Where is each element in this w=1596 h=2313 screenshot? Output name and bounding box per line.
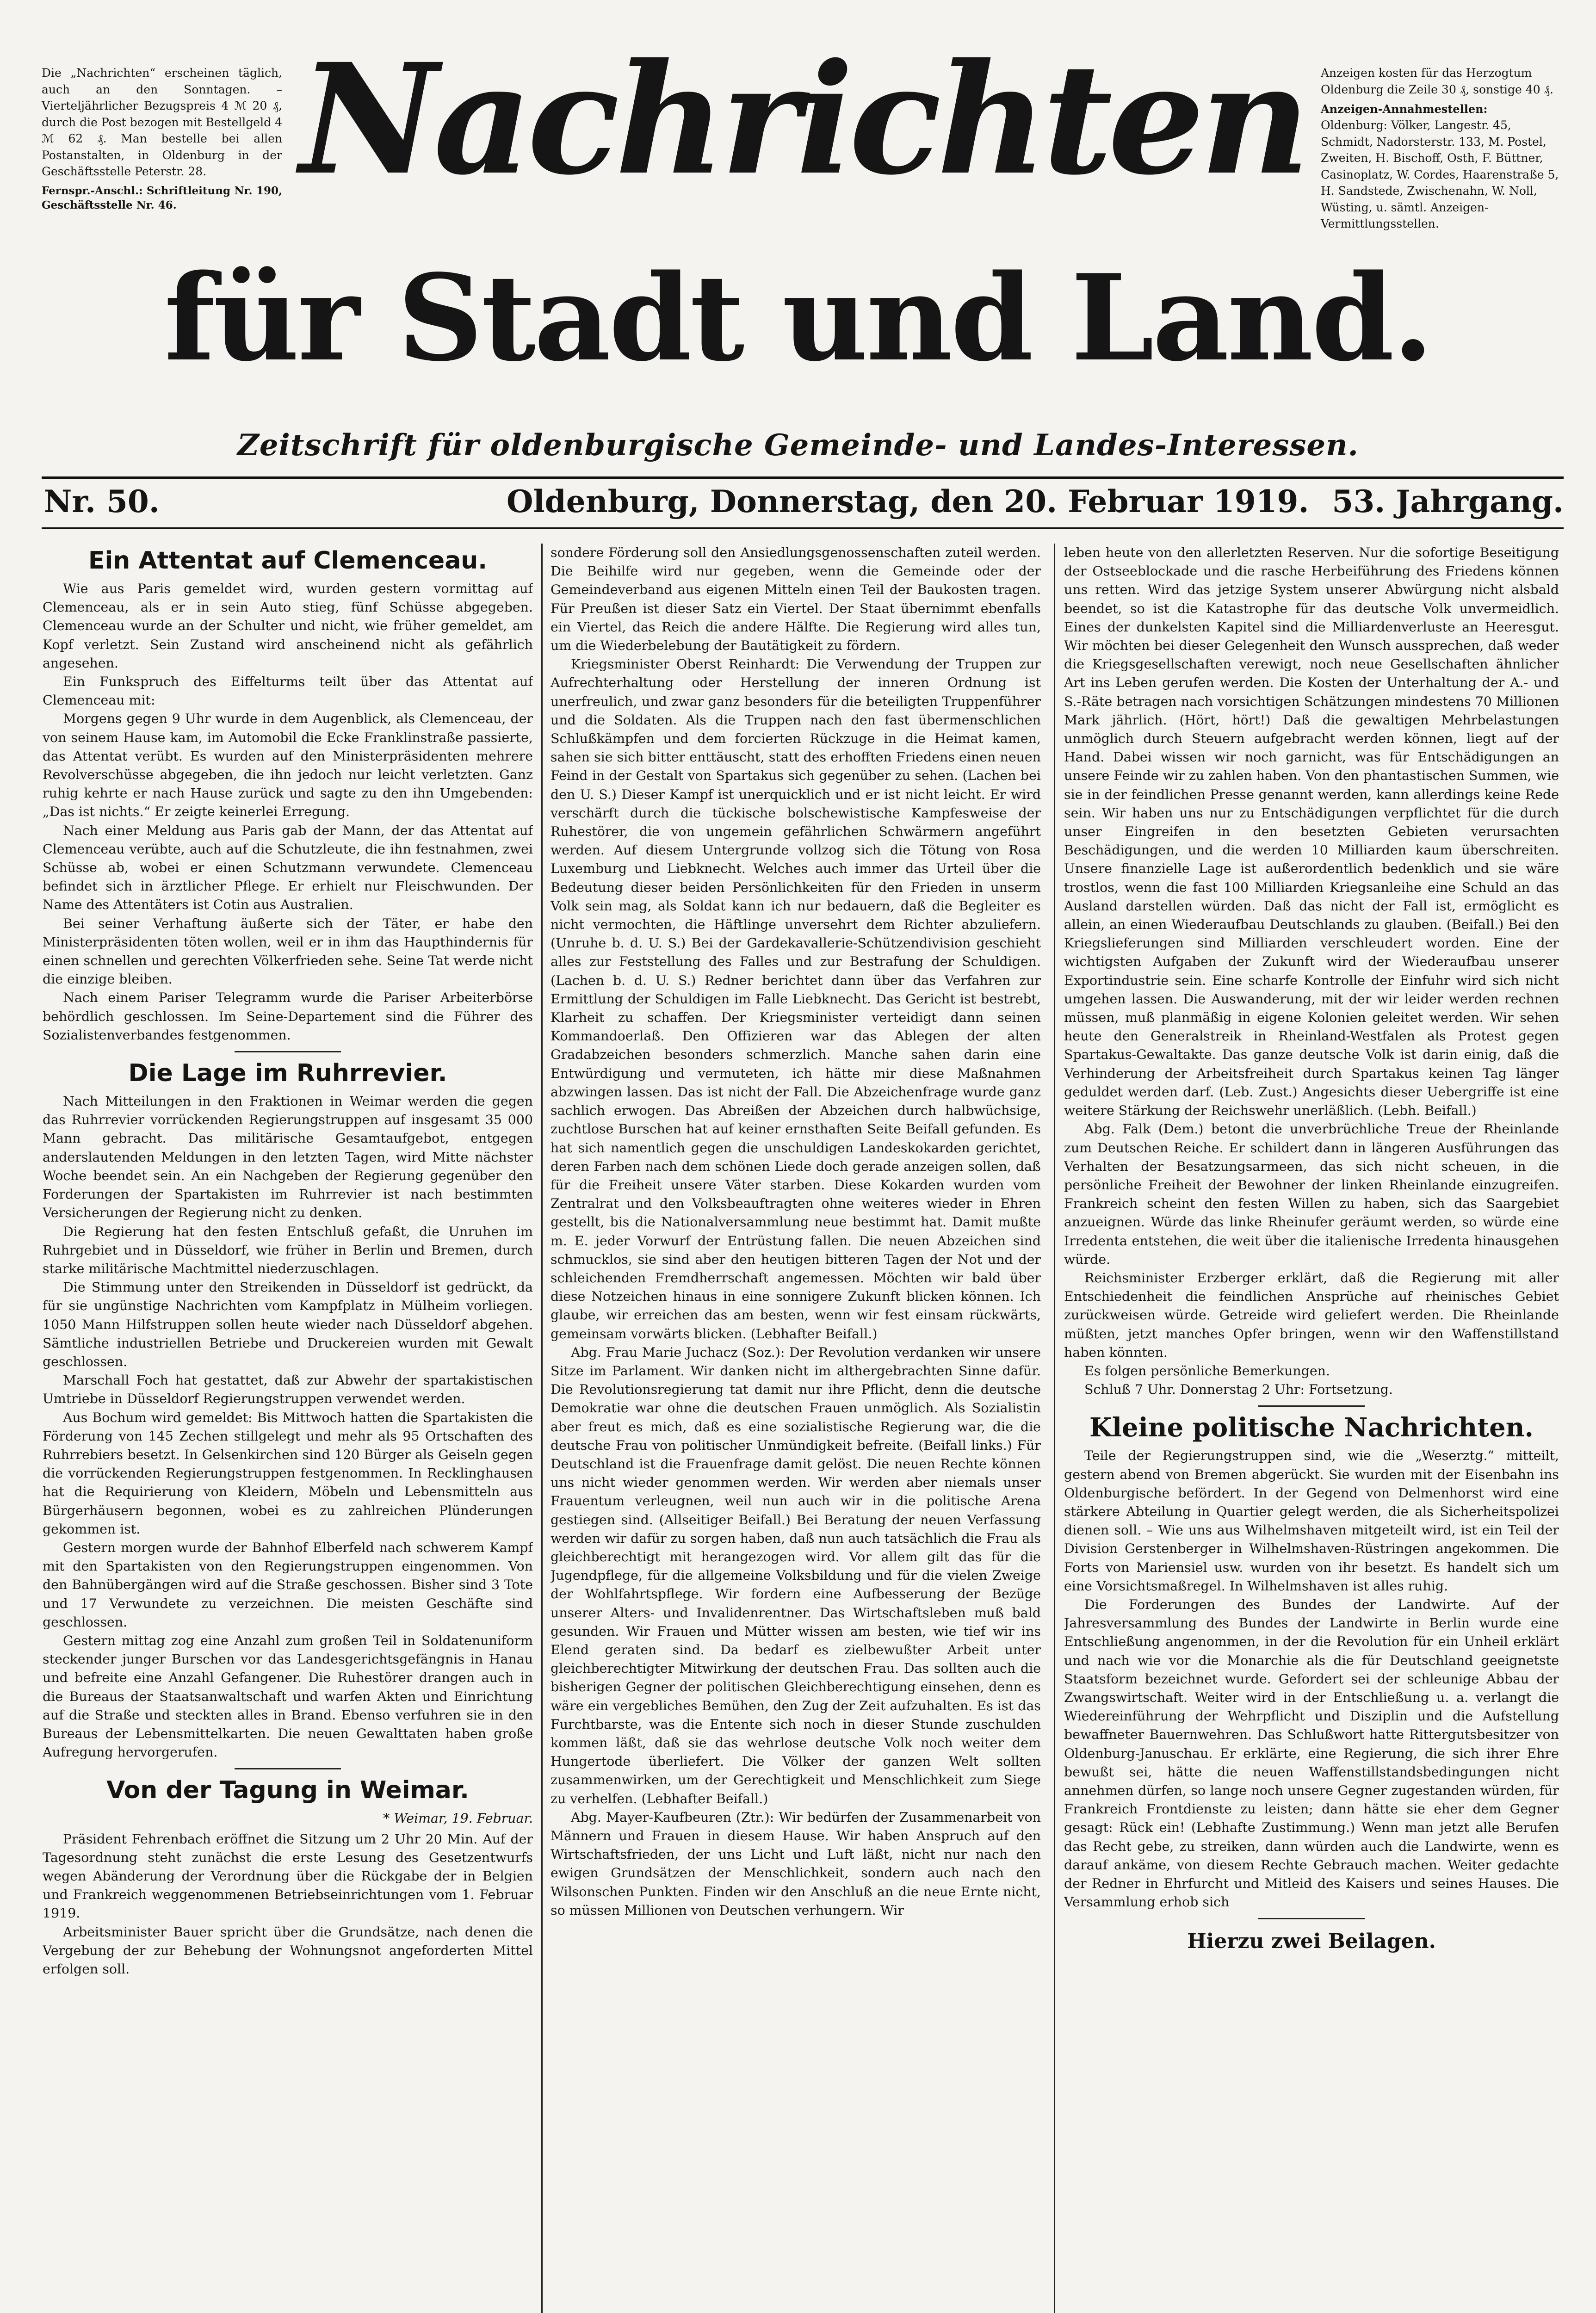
- article-paragraph: Nach einem Pariser Telegramm wurde die Pariser Arbeiterbörse behördlich geschlossen. Im Seine-Departement sind die Führer des Sozialistenverbandes festgenommen.: [43, 990, 533, 1043]
- section-divider: [235, 1051, 341, 1052]
- column-divider: [1054, 544, 1055, 2313]
- article-heading-ruhr: Die Lage im Ruhrrevier.: [128, 1059, 447, 1088]
- issue-volume: 53. Jahrgang.: [1332, 483, 1564, 519]
- masthead-rule-top: [42, 476, 1564, 479]
- article-paragraph: Bei seiner Verhaftung äußerte sich der Täter, er habe den Ministerpräsidenten töten wollen, weil er in ihm das Haupthindernis für einen schnellen und gerechten Völkerfrieden sehe. Seine Tat werde nicht die einzige bleiben.: [43, 915, 533, 987]
- article-paragraph: Präsident Fehrenbach eröffnet die Sitzung um 2 Uhr 20 Min. Auf der Tagesordnung steht zunächst die erste Lesung des Gesetzentwurfs wegen Abänderung der Verordnung über die Rückgabe der in Belgien und Frankreich weggenommenen Betriebseinrichtungen vom 1. Februar 1919.: [43, 1831, 533, 1921]
- article-paragraph: Abg. Frau Marie Juchacz (Soz.): Der Revolution verdanken wir unsere Sitze im Parlament. Wir danken nicht im althergebrachten Sinne dafür. Die Revolutionsregierung tat damit nur ihre Pflicht, denn die deutsche Demokratie war ohne die deutschen Frauen unmöglich. Als Sozialistin aber freut es mich, daß es eine sozialistische Regierung war, die die deutsche Frau von politischer Unmündigkeit befreite. (Beifall links.) Für Deutschland ist die Frauenfrage damit gelöst. Die neuen Rechte können uns nicht wieder genommen werden. Wir werden aber niemals unser Frauentum verleugnen, weil nun auch wir in die politische Arena gestiegen sind. (Allseitiger Beifall.) Bei Beratung der neuen Verfassung werden wir dafür zu sorgen haben, daß nun auch tatsächlich die Frau als gleichberechtigt mit herangezogen wird. Vor allem gilt das für die Jugendpflege, für die allgemeine Volksbildung und für die vielen Zweige der Wohlfahrtspflege. Wir fordern eine Aufbesserung der Bezüge unserer Alters- und Invalidenrentner. Das Wirtschaftsleben muß bald gesunden. Wir Frauen und Mütter wissen am besten, wie tief wir ins Elend geraten sind. Da bedarf es zielbewußter Arbeit unter gleichberechtigter Mitwirkung der deutschen Frau. Das sollten auch die bisherigen Gegner der politischen Gleichberechtigung einsehen, denn es wäre ein vergebliches Bemühen, den Zug der Zeit aufzuhalten. Es ist das Furchtbarste, was die Entente sich noch in dieser Stunde zuschulden kommen läßt, daß sie das wehrlose deutsche Volk noch weiter dem Hungertode überliefert. Die Völker der ganzen Welt sollten zusammenwirken, um der Gerechtigkeit und Menschlichkeit zum Siege zu verhelfen. (Lebhafter Beifall.): [551, 1344, 1041, 1806]
- issue-date: Oldenburg, Donnerstag, den 20. Februar 1919.: [507, 483, 1309, 519]
- newspaper-title-bottom: für Stadt und Land.: [164, 249, 1432, 388]
- column-3: [1064, 544, 1559, 2313]
- phone-info: Fernspr.-Anschl.: Schriftleitung Nr. 190, Geschäftsstelle Nr. 46.: [42, 184, 282, 211]
- column-1: [43, 544, 533, 2313]
- ad-offices-list: Oldenburg: Völker, Langestr. 45, Schmidt, Nadorsterstr. 133, M. Postel, Zweiten, H. Bischoff, Osth, F. Büttner, Casinoplatz, W. Cordes, Haarenstraße 5, H. Sandstede, Zwischenahn, W. Noll, Wüsting, u. sämtl. Anzeigen-Vermittlungsstellen.: [1321, 118, 1559, 231]
- article-paragraph: Gestern mittag zog eine Anzahl zum großen Teil in Soldatenuniform steckender junger Burschen vor das Landesgerichtsgefängnis in Hanau und befreite eine Anzahl Gefangener. Die Ruhestörer drangen auch in die Bureaus der Staatsanwaltschaft und warfen Akten und Einrichtung auf die Straße und steckten alles in Brand. Ebenso verfuhren sie in den Bureaus der Lebensmittelkarten. Die neuen Gewalttaten haben große Aufregung hervorgerufen.: [43, 1633, 533, 1760]
- issue-dateline: [44, 481, 1564, 525]
- article-paragraph: Die Regierung hat den festen Entschluß gefaßt, die Unruhen im Ruhrgebiet und in Düsseldorf, wie früher in Berlin und Bremen, durch starke militärische Machtmittel niederzuschlagen.: [43, 1224, 533, 1276]
- section-divider: [1258, 1405, 1365, 1407]
- supplement-note: Hierzu zwei Beilagen.: [1187, 1930, 1436, 1954]
- subscription-text: Die „Nachrichten“ erscheinen täglich, auch an den Sonntagen. – Vierteljährlicher Bezugspreis 4 ℳ 20 ₰, durch die Post bezogen mit Bestellgeld 4 ℳ 62 ₰. Man bestelle bei allen Postanstalten, in Oldenburg in der Geschäftsstelle Peterstr. 28.: [42, 66, 282, 178]
- article-paragraph: sondere Förderung soll den Ansiedlungsgenossenschaften zuteil werden. Die Beihilfe wird nur gegeben, wenn die Gemeinde oder der Gemeindeverband aus eigenen Mitteln einen Teil der Baukosten tragen. Für Preußen ist dieser Satz ein Viertel. Der Staat übernimmt ebenfalls ein Viertel, das Reich die andere Hälfte. Die Regierung wird alles tun, um die Wiederbelebung der Bautätigkeit zu fördern.: [551, 545, 1041, 654]
- article-paragraph: Die Forderungen des Bundes der Landwirte. Auf der Jahresversammlung des Bundes der Landwirte in Berlin wurde eine Entschließung angenommen, in der die Revolution für ein Unheil erklärt und nach wie vor die Monarchie als die für Deutschland geeignetste Staatsform bezeichnet wurde. Gefordert sei der schleunige Abbau der Zwangswirtschaft. Weiter wird in der Entschließung u. a. verlangt die Wiedereinführung der Wehrpflicht und Disziplin und die Aufstellung bewaffneter Bauernwehren. Das Schlußwort hatte Rittergutsbesitzer von Oldenburg-Januschau. Er erklärte, eine Regierung, die sich ihrer Ehre bewußt sei, hätte die neuen Waffenstillstandsbedingungen nicht annehmen dürfen, so lange noch unsere Gegner zugestanden würden, für Frankreich Frontdienste zu leisten; dann hätte sie eher dem Gegner gesagt: Rück ein! (Lebhafte Zustimmung.) Wenn man jetzt alle Berufen das Recht gebe, zu streiken, dann würden auch die Landwirte, wenn es darauf ankäme, von diesem Rechte Gebrauch machen. Weiter gedachte der Redner in Ehrfurcht und Mitleid des Kaisers und seines Hauses. Die Versammlung erhob sich: [1064, 1596, 1559, 1910]
- article-paragraph: Aus Bochum wird gemeldet: Bis Mittwoch hatten die Spartakisten die Förderung von 145 Zechen stillgelegt und mehr als 95 Ortschaften des Ruhrrebiers besetzt. In Gelsenkirchen sind 120 Bürger als Geiseln gegen die vorrückenden Regierungstruppen festgenommen. In Recklinghausen hat die Requirierung von Kleidern, Möbeln und Lebensmitteln aus Bürgerhäusern begonnen, wobei es zu zahlreichen Plünderungen gekommen ist.: [43, 1410, 533, 1537]
- article-paragraph: Abg. Mayer-Kaufbeuren (Ztr.): Wir bedürfen der Zusammenarbeit von Männern und Frauen in diesem Hause. Wir haben Anspruch auf den Wirtschaftsfrieden, der uns Licht und Luft läßt, nicht nur nach den ewigen Grundsätzen der Menschlichkeit, sondern auch nach den Wilsonschen Punkten. Finden wir den Anschluß an die neue Ernte nicht, so müssen Millionen von Deutschen verhungern. Wir: [551, 1809, 1041, 1918]
- article-paragraph: leben heute von den allerletzten Reserven. Nur die sofortige Beseitigung der Ostseeblockade und die rasche Herbeiführung des Friedens können uns retten. Wird das jetzige System unserer Abwürgung nicht alsbald beendet, so ist die Katastrophe für das deutsche Volk unvermeidlich. Eines der dunkelsten Kapitel sind die Milliardenverluste an Heeresgut. Wir möchten bei dieser Gelegenheit den Wunsch aussprechen, daß weder die Kriegsgesellschaften verewigt, noch neue Gesellschaften ähnlicher Art ins Leben gerufen werden. Die Kosten der Unterhaltung der A.- und S.-Räte betragen nach vorsichtigen Schätzungen mindestens 70 Millionen Mark jährlich. (Hört, hört!) Daß die gewaltigen Mehrbelastungen unmöglich durch Steuern aufgebracht werden können, liegt auf der Hand. Dabei wissen wir noch garnicht, was für Entschädigungen an unsere Feinde wir zu zahlen haben. Von den phantastischen Summen, wie sie in der feindlichen Presse genannt werden, kann allerdings keine Rede sein. Wir haben uns nur zu Entschädigungen verpflichtet für die durch unser Eingreifen in den besetzten Gebieten verursachten Beschädigungen, und die werden 10 Milliarden kaum überschreiten. Unsere finanzielle Lage ist außerordentlich bedenklich und sie wäre trostlos, wenn die fast 100 Milliarden Kriegsanleihe eine Schuld an das Ausland darstellen würden. Daß das nicht der Fall ist, ermöglicht es allein, an einen Wiederaufbau Deutschlands zu glauben. (Beifall.) Bei den Kriegslieferungen sind Milliarden verschleudert worden. Eine der wichtigsten Aufgaben der Zukunft wird der Wiederaufbau unserer Exportindustrie sein. Eine scharfe Kontrolle der Einfuhr wird sich nicht umgehen lassen. Die Auswanderung, mit der wir leider werden rechnen müssen, muß planmäßig in eigene Kolonien geleitet werden. Wir sehen heute den Generalstreik in Rheinland-Westfalen als Protest gegen Spartakus-Gewaltakte. Das ganze deutsche Volk ist darin einig, daß die Verhinderung der Arbeitsfreiheit durch Spartakus keinen Tag länger geduldet werden darf. (Leb. Zust.) Angesichts dieser Uebergriffe ist eine weitere Stärkung der Reichswehr unerläßlich. (Lebh. Beifall.): [1064, 545, 1559, 1119]
- advertising-info: [1321, 65, 1564, 232]
- newspaper-title-top: Nachrichten: [299, 31, 1306, 209]
- article-paragraph: Es folgen persönliche Bemerkungen.: [1084, 1363, 1330, 1379]
- section-divider: [1258, 1918, 1365, 1919]
- article-paragraph: Nach einer Meldung aus Paris gab der Mann, der das Attentat auf Clemenceau verübte, auch auf die Schutzleute, die ihn festnahmen, zwei Schüsse ab, wobei er einen Schutzmann verwundete. Clemenceau befindet sich in ärztlicher Pflege. Er erhielt nur Fleischwunden. Der Name des Attentäters ist Cotin aus Australien.: [43, 823, 533, 913]
- article-paragraph: Abg. Falk (Dem.) betont die unverbrüchliche Treue der Rheinlande zum Deutschen Reiche. Er schildert dann in längeren Ausführungen das Verhalten der Besatzungsarmeen, das sich nicht scheuen, in die persönliche Freiheit der Bewohner der linken Rheinlande einzugreifen. Frankreich scheint den festen Willen zu haben, sich das Saargebiet anzueignen. Würde das linke Rheinufer geräumt werden, so würde eine Irredenta entstehen, die weit über die italienische Irredenta hinausgehen würde.: [1064, 1121, 1559, 1267]
- subscription-info: [42, 65, 282, 212]
- article-paragraph: Wie aus Paris gemeldet wird, wurden gestern vormittag auf Clemenceau, als er in sein Auto stieg, fünf Schüsse abgegeben. Clemenceau wurde an der Schulter und nicht, wie früher gemeldet, am Kopf verletzt. Sein Zustand wird anscheinend nicht als gefährlich angesehen.: [43, 581, 533, 671]
- article-paragraph: Arbeitsminister Bauer spricht über die Grundsätze, nach denen die Vergebung der zur Behebung der Wohnungsnot angeforderten Mittel erfolgen soll.: [43, 1924, 533, 1977]
- column-2: [551, 544, 1041, 2313]
- article-paragraph: Gestern morgen wurde der Bahnhof Elberfeld nach schwerem Kampf mit den Spartakisten von den Regierungstruppen eingenommen. Von den Bahnübergängen wird auf die Straße geschossen. Bisher sind 3 Tote und 17 Verwundete zu verzeichnen. Die meisten Geschäfte sind geschlossen.: [43, 1540, 533, 1630]
- article-paragraph: Marschall Foch hat gestattet, daß zur Abwehr der spartakistischen Umtriebe in Düsseldorf Regierungstruppen verwendet werden.: [43, 1373, 533, 1407]
- ad-prices: Anzeigen kosten für das Herzogtum Oldenburg die Zeile 30 ₰, sonstige 40 ₰.: [1321, 66, 1553, 96]
- newspaper-subtitle: Zeitschrift für oldenburgische Gemeinde- und Landes-Interessen.: [237, 428, 1359, 463]
- article-paragraph: Die Stimmung unter den Streikenden in Düsseldorf ist gedrückt, da für sie ungünstige Nachrichten vom Kampfplatz in Mülheim vorliegen. 1050 Mann Hilfstruppen sollen heute wieder nach Düsseldorf abgehen. Sämtliche industriellen Betriebe und Druckereien wurden mit Gewalt geschlossen.: [43, 1280, 533, 1369]
- article-paragraph: Reichsminister Erzberger erklärt, daß die Regierung mit aller Entschiedenheit die feindlichen Ansprüche auf rheinisches Gebiet zurückweisen würde. Getreide wird geliefert werden. Die Rheinlande müßten, jetzt manches Opfer bringen, wenn wir den Waffenstillstand haben könnten.: [1064, 1270, 1559, 1360]
- article-paragraph: Teile der Regierungstruppen sind, wie die „Weserztg.“ mitteilt, gestern abend von Bremen abgerückt. Sie wurden mit der Eisenbahn ins Oldenburgische befördert. In der Gegend von Delmenhorst wird eine stärkere Abteilung in Quartier gelegt werden, die als Sicherheitspolizei dienen soll. – Wie uns aus Wilhelmshaven mitgeteilt wird, ist ein Teil der Division Gerstenberger in Wilhelmshaven-Rüstringen angekommen. Die Forts von Mariensiel usw. wurden von ihr besetzt. Es handelt sich um eine Vorsichtsmaßregel. In Wilhelmshaven ist alles ruhig.: [1064, 1448, 1559, 1594]
- article-heading-weimar: Von der Tagung in Weimar.: [106, 1776, 469, 1805]
- section-divider: [235, 1768, 341, 1769]
- article-paragraph: Schluß 7 Uhr. Donnerstag 2 Uhr: Fortsetzung.: [1084, 1382, 1393, 1398]
- article-paragraph: Morgens gegen 9 Uhr wurde in dem Augenblick, als Clemenceau, der von seinem Hause kam, im Automobil die Ecke Franklinstraße passierte, das Attentat verübt. Es wurden auf den Ministerpräsidenten mehrere Revolverschüsse abgegeben, die ihn jedoch nur leicht verletzten. Ganz ruhig kehrte er nach Hause zurück und sagte zu den ihn Umgebenden: „Das ist nichts.“ Er zeigte keinerlei Erregung.: [43, 711, 533, 820]
- article-dateline: * Weimar, 19. Februar.: [383, 1811, 533, 1826]
- article-paragraph: Nach Mitteilungen in den Fraktionen in Weimar werden die gegen das Ruhrrevier vorrückenden Regierungstruppen auf insgesamt 35 000 Mann gebracht. Das militärische Gesamtaufgebot, entgegen anderslautenden Meldungen in den letzten Tagen, wird Mitte nächster Woche beendet sein. An ein Nachgeben der Regierung gegenüber den Forderungen der Spartakisten im Ruhrrevier ist nach bestimmten Versicherungen der Regierung nicht zu denken.: [43, 1094, 533, 1221]
- ad-offices-heading: Anzeigen-Annahmestellen:: [1321, 102, 1488, 116]
- column-divider: [541, 544, 543, 2313]
- article-paragraph: Kriegsminister Oberst Reinhardt: Die Verwendung der Truppen zur Aufrechterhaltung oder Herstellung der inneren Ordnung ist unerfreulich, und zwar ganz besonders für die beteiligten Truppenführer und die Soldaten. Als die Truppen nach den fast übermenschlichen Schlußkämpfen und dem forcierten Rückzuge in die Heimat kamen, sahen sie sich bitter enttäuscht, statt des erhofften Friedens einen neuen Feind in der Gestalt von Spartakus sich gegenüber zu sehen. (Lachen bei den U. S.) Dieser Kampf ist unerquicklich und er ist nicht leicht. Er wird verschärft durch die tückische bolschewistische Kampfesweise der Ruhestörer, die von ungemein gefährlichen Schwärmern angeführt werden. Auf diesem Untergrunde vollzog sich die Tötung von Rosa Luxemburg und Liebknecht. Welches auch immer das Urteil über die Bedeutung dieser beiden Persönlichkeiten für den Frieden in unserm Volk sein mag, als Soldat kann ich nur bedauern, daß die Begleiter es nicht vermochten, die Häftlinge unversehrt dem Richter abzuliefern. (Unruhe b. d. U. S.) Bei der Gardekavallerie-Schützendivision geschieht alles zur Feststellung des Falles und zur Bestrafung der Schuldigen. (Lachen b. d. U. S.) Redner berichtet dann über das Verfahren zur Ermittlung der Schuldigen im Falle Liebknecht. Das Gericht ist bestrebt, Klarheit zu schaffen. Der Kriegsminister verteidigt dann seinen Kommandoerlaß. Den Offizieren war das Ablegen der alten Gradabzeichen besonders schmerzlich. Manche sahen darin eine Entwürdigung und vermuteten, ich hätte mir diese Maßnahmen abzwingen lassen. Das ist nicht der Fall. Die Abzeichenfrage wurde ganz sachlich erwogen. Das Abreißen der Abzeichen durch halbwüchsige, zuchtlose Burschen hat auf keiner ernsthaften Seite Beifall gefunden. Es hat sich namentlich gegen die unschuldigen Landeskokarden gerichtet, deren Farben nach dem schönen Liede doch gerade anzeigen sollen, daß für die Freiheit unsere Väter starben. Diese Kokarden wurden vom Zentralrat und den Volksbeauftragten ohne weiteres wieder in Ehren gestellt, bis die Nationalversammlung neue bestimmt hat. Damit mußte m. E. jeder Vorwurf der Entrüstung fallen. Die neuen Abzeichen sind schmucklos, sie sind aber den heutigen bitteren Tagen der Not und der schleichenden Fremdherrschaft angemessen. Möchten wir bald über diese Notzeichen hinaus in eine sonnigere Zukunft blicken können. Ich glaube, wir erreichen das am besten, wenn wir fest einsam rückwärts, gemeinsam vorwärts blicken. (Lebhafter Beifall.): [551, 656, 1041, 1342]
- issue-number: Nr. 50.: [44, 483, 160, 519]
- article-paragraph: Ein Funkspruch des Eiffelturms teilt über das Attentat auf Clemenceau mit:: [43, 674, 533, 708]
- masthead-rule-bottom: [42, 527, 1564, 529]
- article-heading-clemenceau: Ein Attentat auf Clemenceau.: [88, 547, 488, 575]
- article-heading-kleine-nachrichten: Kleine politische Nachrichten.: [1089, 1412, 1534, 1443]
